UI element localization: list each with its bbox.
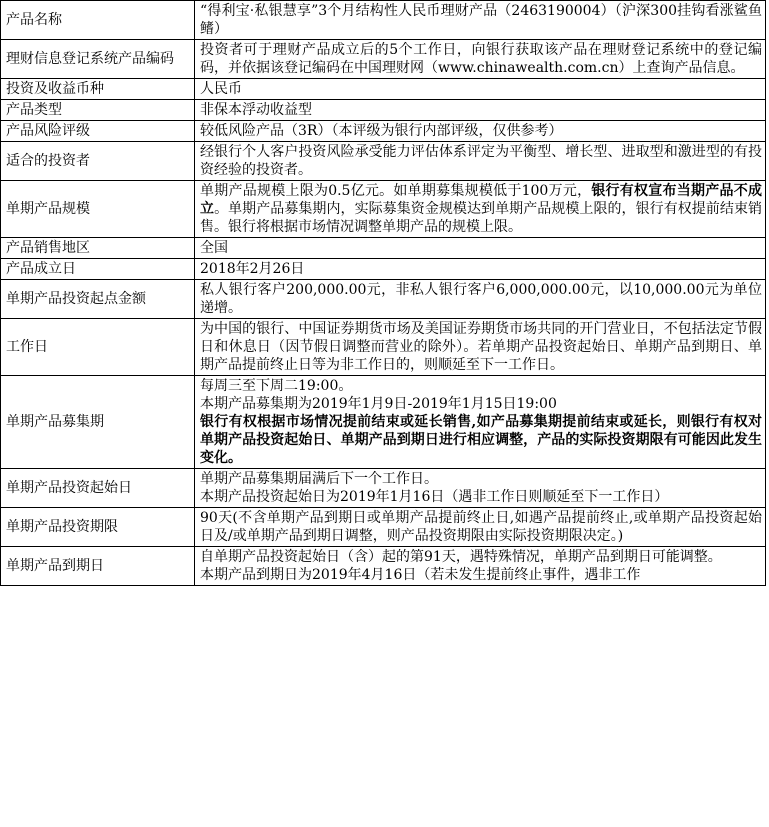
- maturity-date-paragraph: [200, 566, 762, 584]
- row-subscription-period: [1, 376, 766, 469]
- subscription-period-paragraph: [200, 413, 762, 467]
- product-scale-text: 单期产品规模上限为0.5亿元。如单期募集规模低于100万元，: [200, 183, 592, 199]
- registration-code-label: 理财信息登记系统产品编码: [1, 40, 195, 79]
- established-date-value: [195, 259, 766, 280]
- subscription-period-value: [195, 376, 766, 469]
- product-scale-bold-text: 银行有权宣布当期产品不成立: [200, 183, 762, 217]
- maturity-date-paragraph: [200, 548, 762, 566]
- risk-rating-paragraph: [200, 122, 762, 140]
- currency-text: 人民币: [200, 81, 242, 97]
- currency-value: [195, 79, 766, 100]
- subscription-period-paragraph: [200, 377, 762, 395]
- subscription-period-text: 本期产品募集期为2019年1月9日-2019年1月15日19:00: [200, 396, 557, 412]
- product-name-label: 产品名称: [1, 1, 195, 40]
- product-type-value: [195, 100, 766, 121]
- row-investment-term: [1, 508, 766, 547]
- established-date-paragraph: [200, 260, 762, 278]
- row-sales-region: [1, 238, 766, 259]
- product-scale-label: 单期产品规模: [1, 181, 195, 238]
- working-day-label: 工作日: [1, 319, 195, 376]
- registration-code-text: 投资者可于理财产品成立后的5个工作日，向银行获取该产品在理财登记系统中的登记编码，并依据该登记编码在中国理财网（www.chinawealth.com.cn）上查询产品信息。: [200, 42, 762, 76]
- sales-region-label: 产品销售地区: [1, 238, 195, 259]
- suitable-investors-value: [195, 142, 766, 181]
- suitable-investors-paragraph: [200, 143, 762, 179]
- row-min-investment: [1, 280, 766, 319]
- working-day-value: [195, 319, 766, 376]
- row-registration-code: [1, 40, 766, 79]
- row-product-name: [1, 1, 766, 40]
- risk-rating-value: [195, 121, 766, 142]
- suitable-investors-text: 经银行个人客户投资风险承受能力评估体系评定为平衡型、增长型、进取型和激进型的有投资经验的投资者。: [200, 144, 762, 178]
- start-date-label: 单期产品投资起始日: [1, 469, 195, 508]
- sales-region-text: 全国: [200, 240, 228, 256]
- min-investment-value: [195, 280, 766, 319]
- investment-term-label: 单期产品投资期限: [1, 508, 195, 547]
- row-start-date: [1, 469, 766, 508]
- row-working-day: [1, 319, 766, 376]
- row-currency: [1, 79, 766, 100]
- row-established-date: [1, 259, 766, 280]
- product-scale-value: [195, 181, 766, 238]
- row-suitable-investors: [1, 142, 766, 181]
- risk-rating-label: 产品风险评级: [1, 121, 195, 142]
- start-date-text: 单期产品募集期届满后下一个工作日。: [200, 471, 438, 487]
- min-investment-text: 私人银行客户200,000.00元，非私人银行客户6,000,000.00元，以10,000.00元为单位递增。: [200, 282, 762, 316]
- row-product-type: [1, 100, 766, 121]
- subscription-period-bold-text: 银行有权根据市场情况提前结束或延长销售,如产品募集期提前结束或延长，则银行有权对单期产品投资起始日、单期产品到期日进行相应调整，产品的实际投资期限有可能因此发生变化。: [200, 414, 762, 466]
- established-date-label: 产品成立日: [1, 259, 195, 280]
- start-date-paragraph: [200, 470, 762, 488]
- working-day-paragraph: [200, 320, 762, 374]
- currency-label: 投资及收益币种: [1, 79, 195, 100]
- subscription-period-text: 每周三至下周二19:00。: [200, 378, 353, 394]
- product-name-value: [195, 1, 766, 40]
- product-type-label: 产品类型: [1, 100, 195, 121]
- maturity-date-text: 本期产品到期日为2019年4月16日（若未发生提前终止事件，遇非工作: [200, 567, 641, 583]
- risk-rating-text: 较低风险产品（3R）（本评级为银行内部评级，仅供参考）: [200, 123, 563, 139]
- row-risk-rating: [1, 121, 766, 142]
- min-investment-paragraph: [200, 281, 762, 317]
- min-investment-label: 单期产品投资起点金额: [1, 280, 195, 319]
- start-date-text: 本期产品投资起始日为2019年1月16日（遇非工作日则顺延至下一工作日）: [200, 489, 669, 505]
- investment-term-paragraph: [200, 509, 762, 545]
- subscription-period-paragraph: [200, 395, 762, 413]
- investment-term-value: [195, 508, 766, 547]
- sales-region-paragraph: [200, 239, 762, 257]
- start-date-value: [195, 469, 766, 508]
- row-maturity-date: [1, 547, 766, 586]
- product-name-paragraph: [200, 2, 762, 38]
- registration-code-value: [195, 40, 766, 79]
- product-scale-paragraph: [200, 182, 762, 236]
- product-info-table-body: [1, 1, 766, 586]
- product-type-paragraph: [200, 101, 762, 119]
- row-product-scale: [1, 181, 766, 238]
- maturity-date-label: 单期产品到期日: [1, 547, 195, 586]
- currency-paragraph: [200, 80, 762, 98]
- product-scale-text: 。单期产品募集期内，实际募集资金规模达到单期产品规模上限的，银行有权提前结束销售。银行将根据市场情况调整单期产品的规模上限。: [200, 201, 763, 235]
- registration-code-paragraph: [200, 41, 762, 77]
- investment-term-text: 90天(不含单期产品到期日或单期产品提前终止日,如遇产品提前终止,或单期产品投资起始日及/或单期产品到期日调整，则产品投资期限由实际投资期限决定。): [200, 510, 762, 544]
- product-name-text: “得利宝·私银慧享”3个月结构性人民币理财产品（2463190004）（沪深300挂钩看涨鲨鱼鳍）: [200, 3, 762, 37]
- subscription-period-label: 单期产品募集期: [1, 376, 195, 469]
- product-type-text: 非保本浮动收益型: [200, 102, 312, 118]
- start-date-paragraph: [200, 488, 762, 506]
- suitable-investors-label: 适合的投资者: [1, 142, 195, 181]
- established-date-text: 2018年2月26日: [200, 261, 305, 277]
- working-day-text: 为中国的银行、中国证券期货市场及美国证券期货市场共同的开门营业日，不包括法定节假日和休息日（因节假日调整而营业的除外）。若单期产品投资起始日、单期产品到期日、单期产品提前终止日等为非工作日的，则顺延至下一工作日。: [200, 321, 762, 373]
- sales-region-value: [195, 238, 766, 259]
- maturity-date-value: [195, 547, 766, 586]
- maturity-date-text: 自单期产品投资起始日（含）起的第91天，遇特殊情况，单期产品到期日可能调整。: [200, 549, 722, 565]
